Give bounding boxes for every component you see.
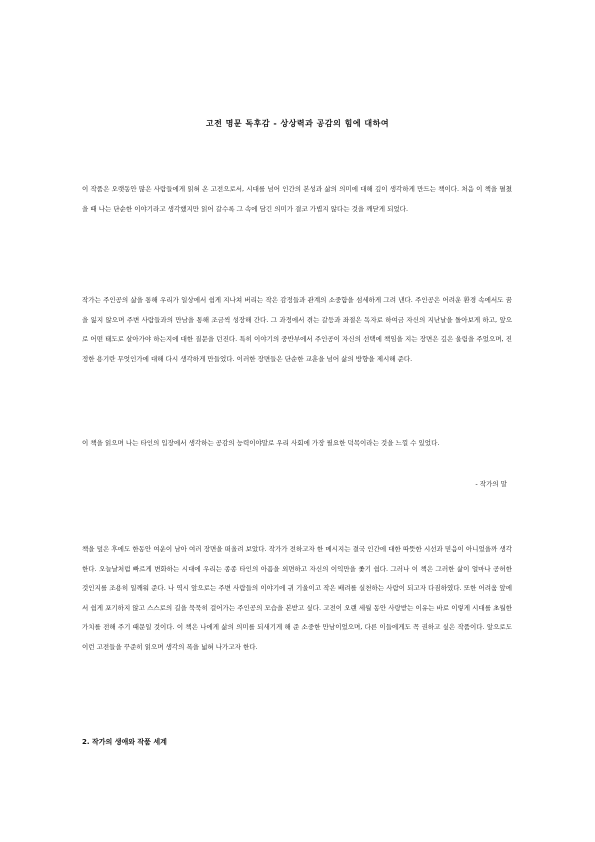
paragraph-intro: 이 작품은 오랫동안 많은 사람들에게 읽혀 온 고전으로서, 시대를 넘어 인간의 본성과 삶의 의미에 대해 깊이 생각하게 만드는 책이다. 처음 이 책을 펼쳤을 때 나는 단순한 이야기라고 생각했지만 읽어 갈수록 그 속에 담긴 의미가 결코 가볍지 않다는 것을 깨닫게 되었다.: [82, 185, 512, 213]
document-title: 고전 명문 독후감 - 상상력과 공감의 힘에 대하여: [205, 119, 390, 128]
signature-line: - 작가의 말: [475, 480, 507, 488]
paragraph-reflection: 책을 덮은 후에도 한동안 여운이 남아 여러 장면을 떠올려 보았다. 작가가 전하고자 한 메시지는 결국 인간에 대한 따뜻한 시선과 믿음이 아니었을까 생각한다. 오늘날처럼 빠르게 변화하는 시대에 우리는 종종 타인의 아픔을 외면하고 자신의 이익만을 좇기 쉽다. 그러나 이 책은 그러한 삶이 얼마나 공허한 것인지를 조용히 일깨워 준다. 나 역시 앞으로는 주변 사람들의 이야기에 귀 기울이고 작은 배려를 실천하는 사람이 되고자 다짐하였다. 또한 어려움 앞에서 쉽게 포기하지 않고 스스로의 길을 묵묵히 걸어가는 주인공의 모습을 본받고 싶다. 고전이 오랜 세월 동안 사랑받는 이유는 바로 이렇게 시대를 초월한 가치를 전해 주기 때문일 것이다. 이 책은 나에게 삶의 의미를 되새기게 해 준 소중한 만남이었으며, 다른 이들에게도 꼭 권하고 싶은 작품이다. 앞으로도 이런 고전들을 꾸준히 읽으며 생각의 폭을 넓혀 나가고자 한다.: [82, 545, 512, 651]
paragraph-body: 작가는 주인공의 삶을 통해 우리가 일상에서 쉽게 지나쳐 버리는 작은 감정들과 관계의 소중함을 섬세하게 그려 낸다. 주인공은 어려운 환경 속에서도 꿈을 잃지 않으며 주변 사람들과의 만남을 통해 조금씩 성장해 간다. 그 과정에서 겪는 갈등과 좌절은 독자로 하여금 자신의 지난날을 돌아보게 하고, 앞으로 어떤 태도로 살아가야 하는지에 대한 질문을 던진다. 특히 이야기의 중반부에서 주인공이 자신의 선택에 책임을 지는 장면은 깊은 울림을 주었으며, 진정한 용기란 무엇인가에 대해 다시 생각하게 만들었다. 이러한 장면들은 단순한 교훈을 넘어 삶의 방향을 제시해 준다.: [82, 296, 512, 363]
paragraph-short: 이 책을 읽으며 나는 타인의 입장에서 생각하는 공감의 능력이야말로 우리 사회에 가장 필요한 덕목이라는 것을 느낄 수 있었다.: [82, 439, 440, 447]
section-heading: 2. 작가의 생애와 작품 세계: [82, 738, 167, 746]
